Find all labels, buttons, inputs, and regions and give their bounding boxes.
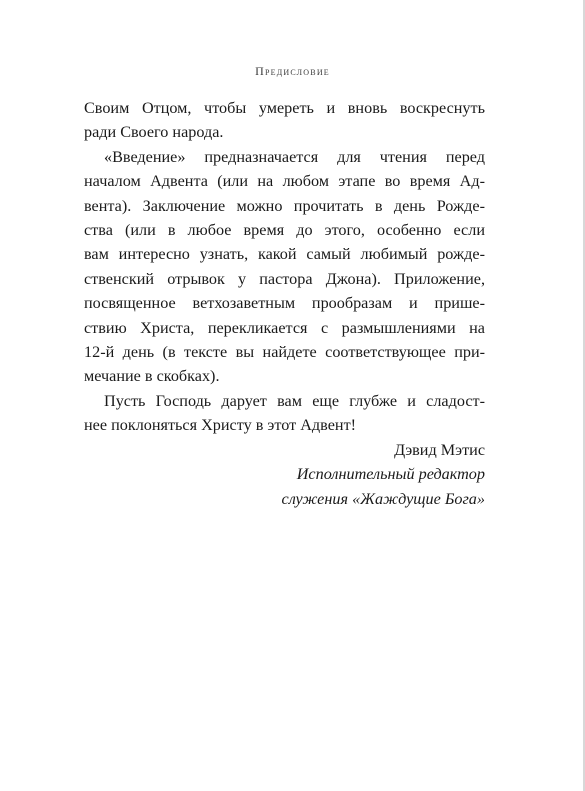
text-line: нее поклоняться Христу в этот Адвент! bbox=[84, 416, 357, 435]
paragraph bbox=[84, 145, 485, 389]
text-line: 12-й день (в тексте вы найдете соответствующее при- bbox=[84, 343, 485, 362]
text-line: Пусть Господь дарует вам еще глубже и сладост- bbox=[104, 391, 485, 410]
text-line: началом Адвента (или на любом этапе во время Ад- bbox=[84, 172, 485, 191]
text-line: ствию Христа, перекликается с размышлениями на bbox=[84, 318, 485, 337]
text-line: мечание в скобках). bbox=[84, 367, 220, 386]
text-line: ства (или в любое время до этого, особенно если bbox=[84, 221, 485, 240]
text-line: Своим Отцом, чтобы умереть и вновь воскреснуть bbox=[84, 99, 485, 117]
paragraph bbox=[84, 96, 485, 145]
signature-block bbox=[240, 438, 485, 511]
text-line: вента). Заключение можно прочитать в день Рожде- bbox=[84, 196, 485, 215]
text-line: посвященное ветхозаветным прообразам и прише- bbox=[84, 294, 485, 313]
paragraph bbox=[84, 389, 485, 438]
author-name: Дэвид Мэтис bbox=[394, 441, 485, 459]
author-organization: служения «Жаждущие Бога» bbox=[281, 489, 485, 508]
text-line: ственский отрывок у пастора Джона). Приложение, bbox=[84, 269, 485, 288]
text-line: ради Своего народа. bbox=[84, 123, 224, 142]
body-text bbox=[84, 96, 485, 438]
author-title: Исполнительный редактор bbox=[296, 465, 485, 484]
text-line: вам интересно узнать, какой самый любимый рожде- bbox=[84, 245, 485, 264]
text-line: «Введение» предназначается для чтения перед bbox=[104, 147, 485, 166]
running-head: Предисловие bbox=[255, 64, 330, 78]
